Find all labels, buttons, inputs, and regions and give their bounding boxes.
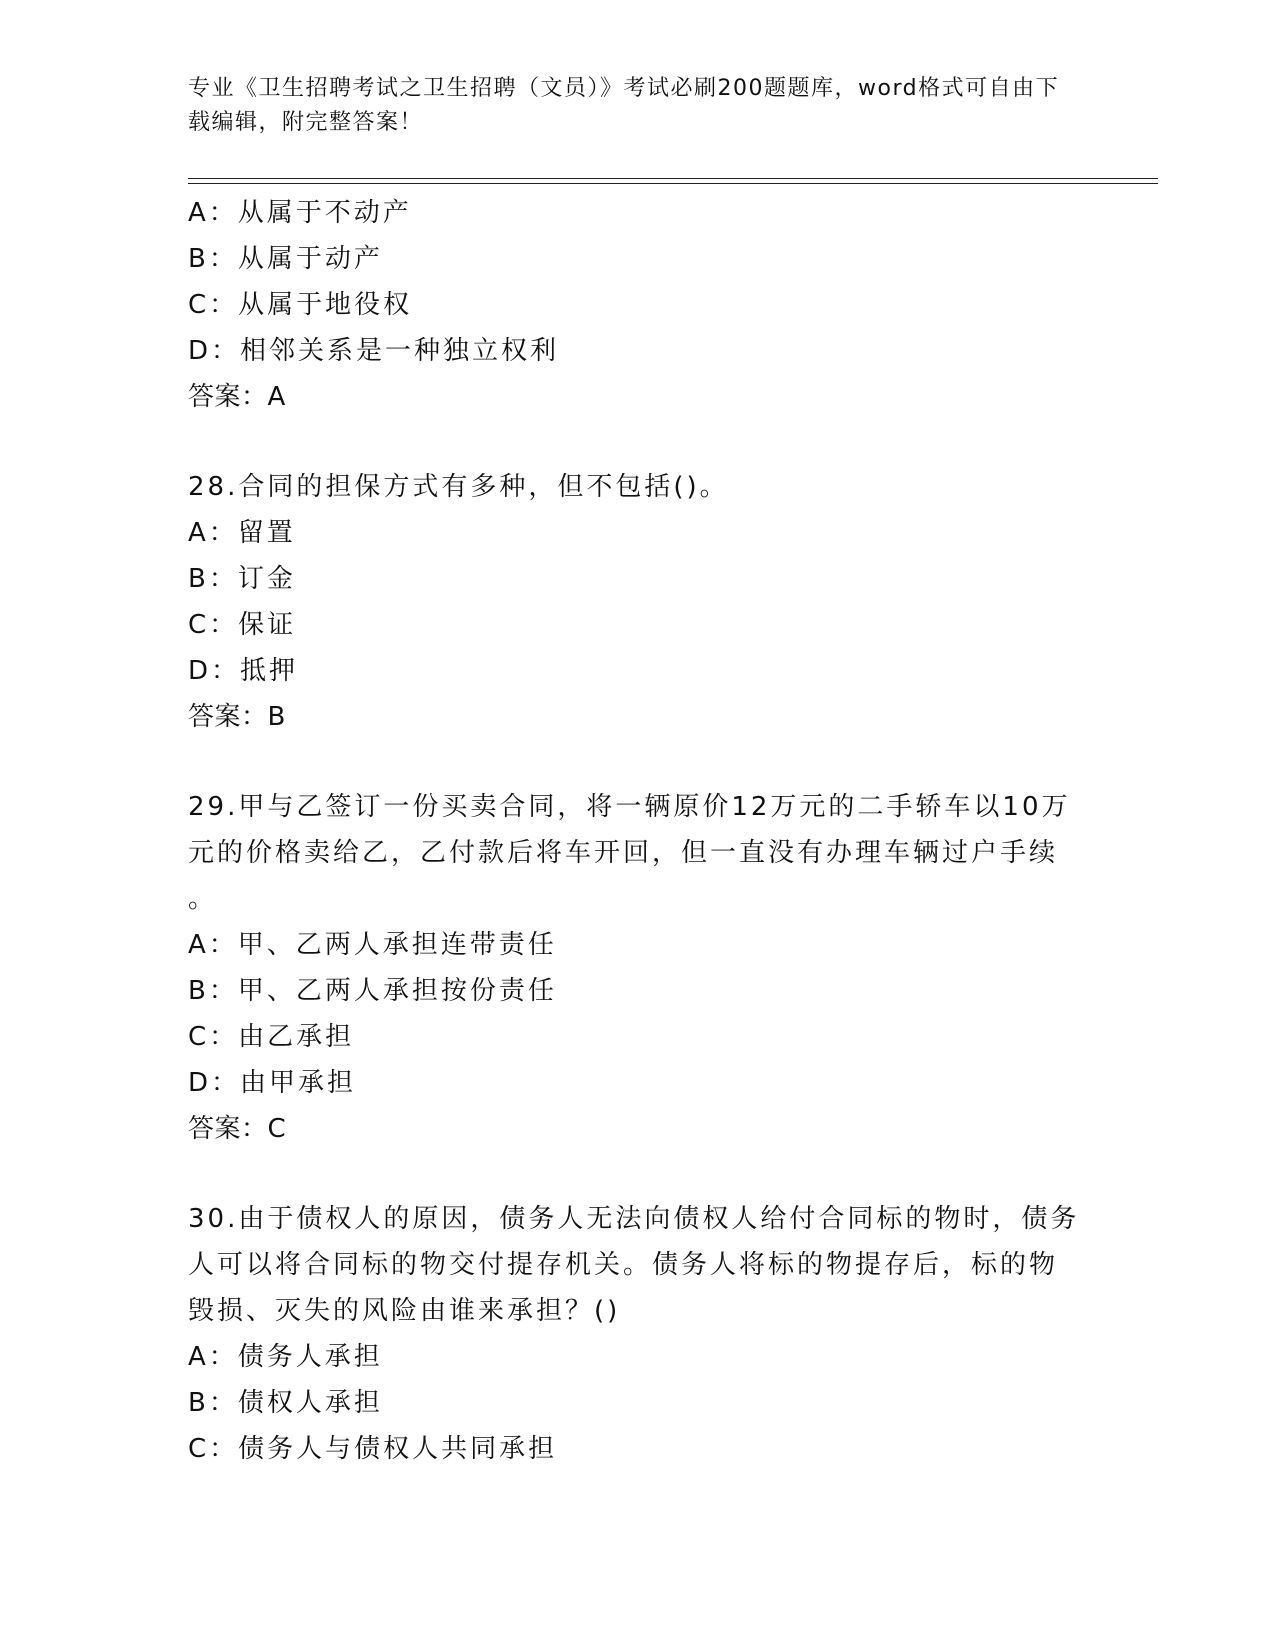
option-a: A：留置 <box>188 518 296 548</box>
option-c: C：保证 <box>188 610 297 640</box>
question-27-block <box>188 190 1078 420</box>
option-c: C：由乙承担 <box>188 1022 355 1052</box>
option-a: A：甲、乙两人承担连带责任 <box>188 930 557 960</box>
answer-line: 答案：A <box>188 382 286 412</box>
question-stem-line-1: 29.甲与乙签订一份买卖合同，将一辆原价12万元的二手轿车以10万 <box>188 792 1071 822</box>
question-stem-line-1: 30.由于债权人的原因，债务人无法向债权人给付合同标的物时，债务 <box>188 1204 1080 1234</box>
option-d: D：相邻关系是一种独立权利 <box>188 336 560 366</box>
question-stem: 28.合同的担保方式有多种，但不包括()。 <box>188 472 729 502</box>
option-a: A：债务人承担 <box>188 1342 383 1372</box>
document-header: 专业《卫生招聘考试之卫生招聘（文员）》考试必刷200题题库，word格式可自由下载编辑，附完整答案！ <box>188 76 1060 135</box>
header-rule-top <box>188 178 1158 179</box>
spacer <box>188 740 1078 784</box>
question-stem-line-3: 。 <box>188 884 218 914</box>
option-b: B：从属于动产 <box>188 244 383 274</box>
option-d: D：由甲承担 <box>188 1068 357 1098</box>
document-content <box>188 190 1078 1472</box>
option-a: A：从属于不动产 <box>188 198 412 228</box>
question-stem-line-3: 毁损、灭失的风险由谁来承担？() <box>188 1296 621 1326</box>
option-c: C：债务人与债权人共同承担 <box>188 1434 558 1464</box>
answer-line: 答案：C <box>188 1114 287 1144</box>
option-b: B：债权人承担 <box>188 1388 383 1418</box>
option-b: B：订金 <box>188 564 296 594</box>
question-stem-line-2: 元的价格卖给乙，乙付款后将车开回，但一直没有办理车辆过户手续 <box>188 838 1059 868</box>
option-b: B：甲、乙两人承担按份责任 <box>188 976 557 1006</box>
option-c: C：从属于地役权 <box>188 290 413 320</box>
option-d: D：抵押 <box>188 656 299 686</box>
question-29-block <box>188 784 1078 1152</box>
spacer <box>188 1152 1078 1196</box>
question-stem-line-2: 人可以将合同标的物交付提存机关。债务人将标的物提存后，标的物 <box>188 1250 1059 1280</box>
answer-line: 答案：B <box>188 702 286 732</box>
header-rule-bottom <box>188 183 1158 184</box>
question-30-block <box>188 1196 1078 1472</box>
question-28-block <box>188 464 1078 740</box>
spacer <box>188 420 1078 464</box>
